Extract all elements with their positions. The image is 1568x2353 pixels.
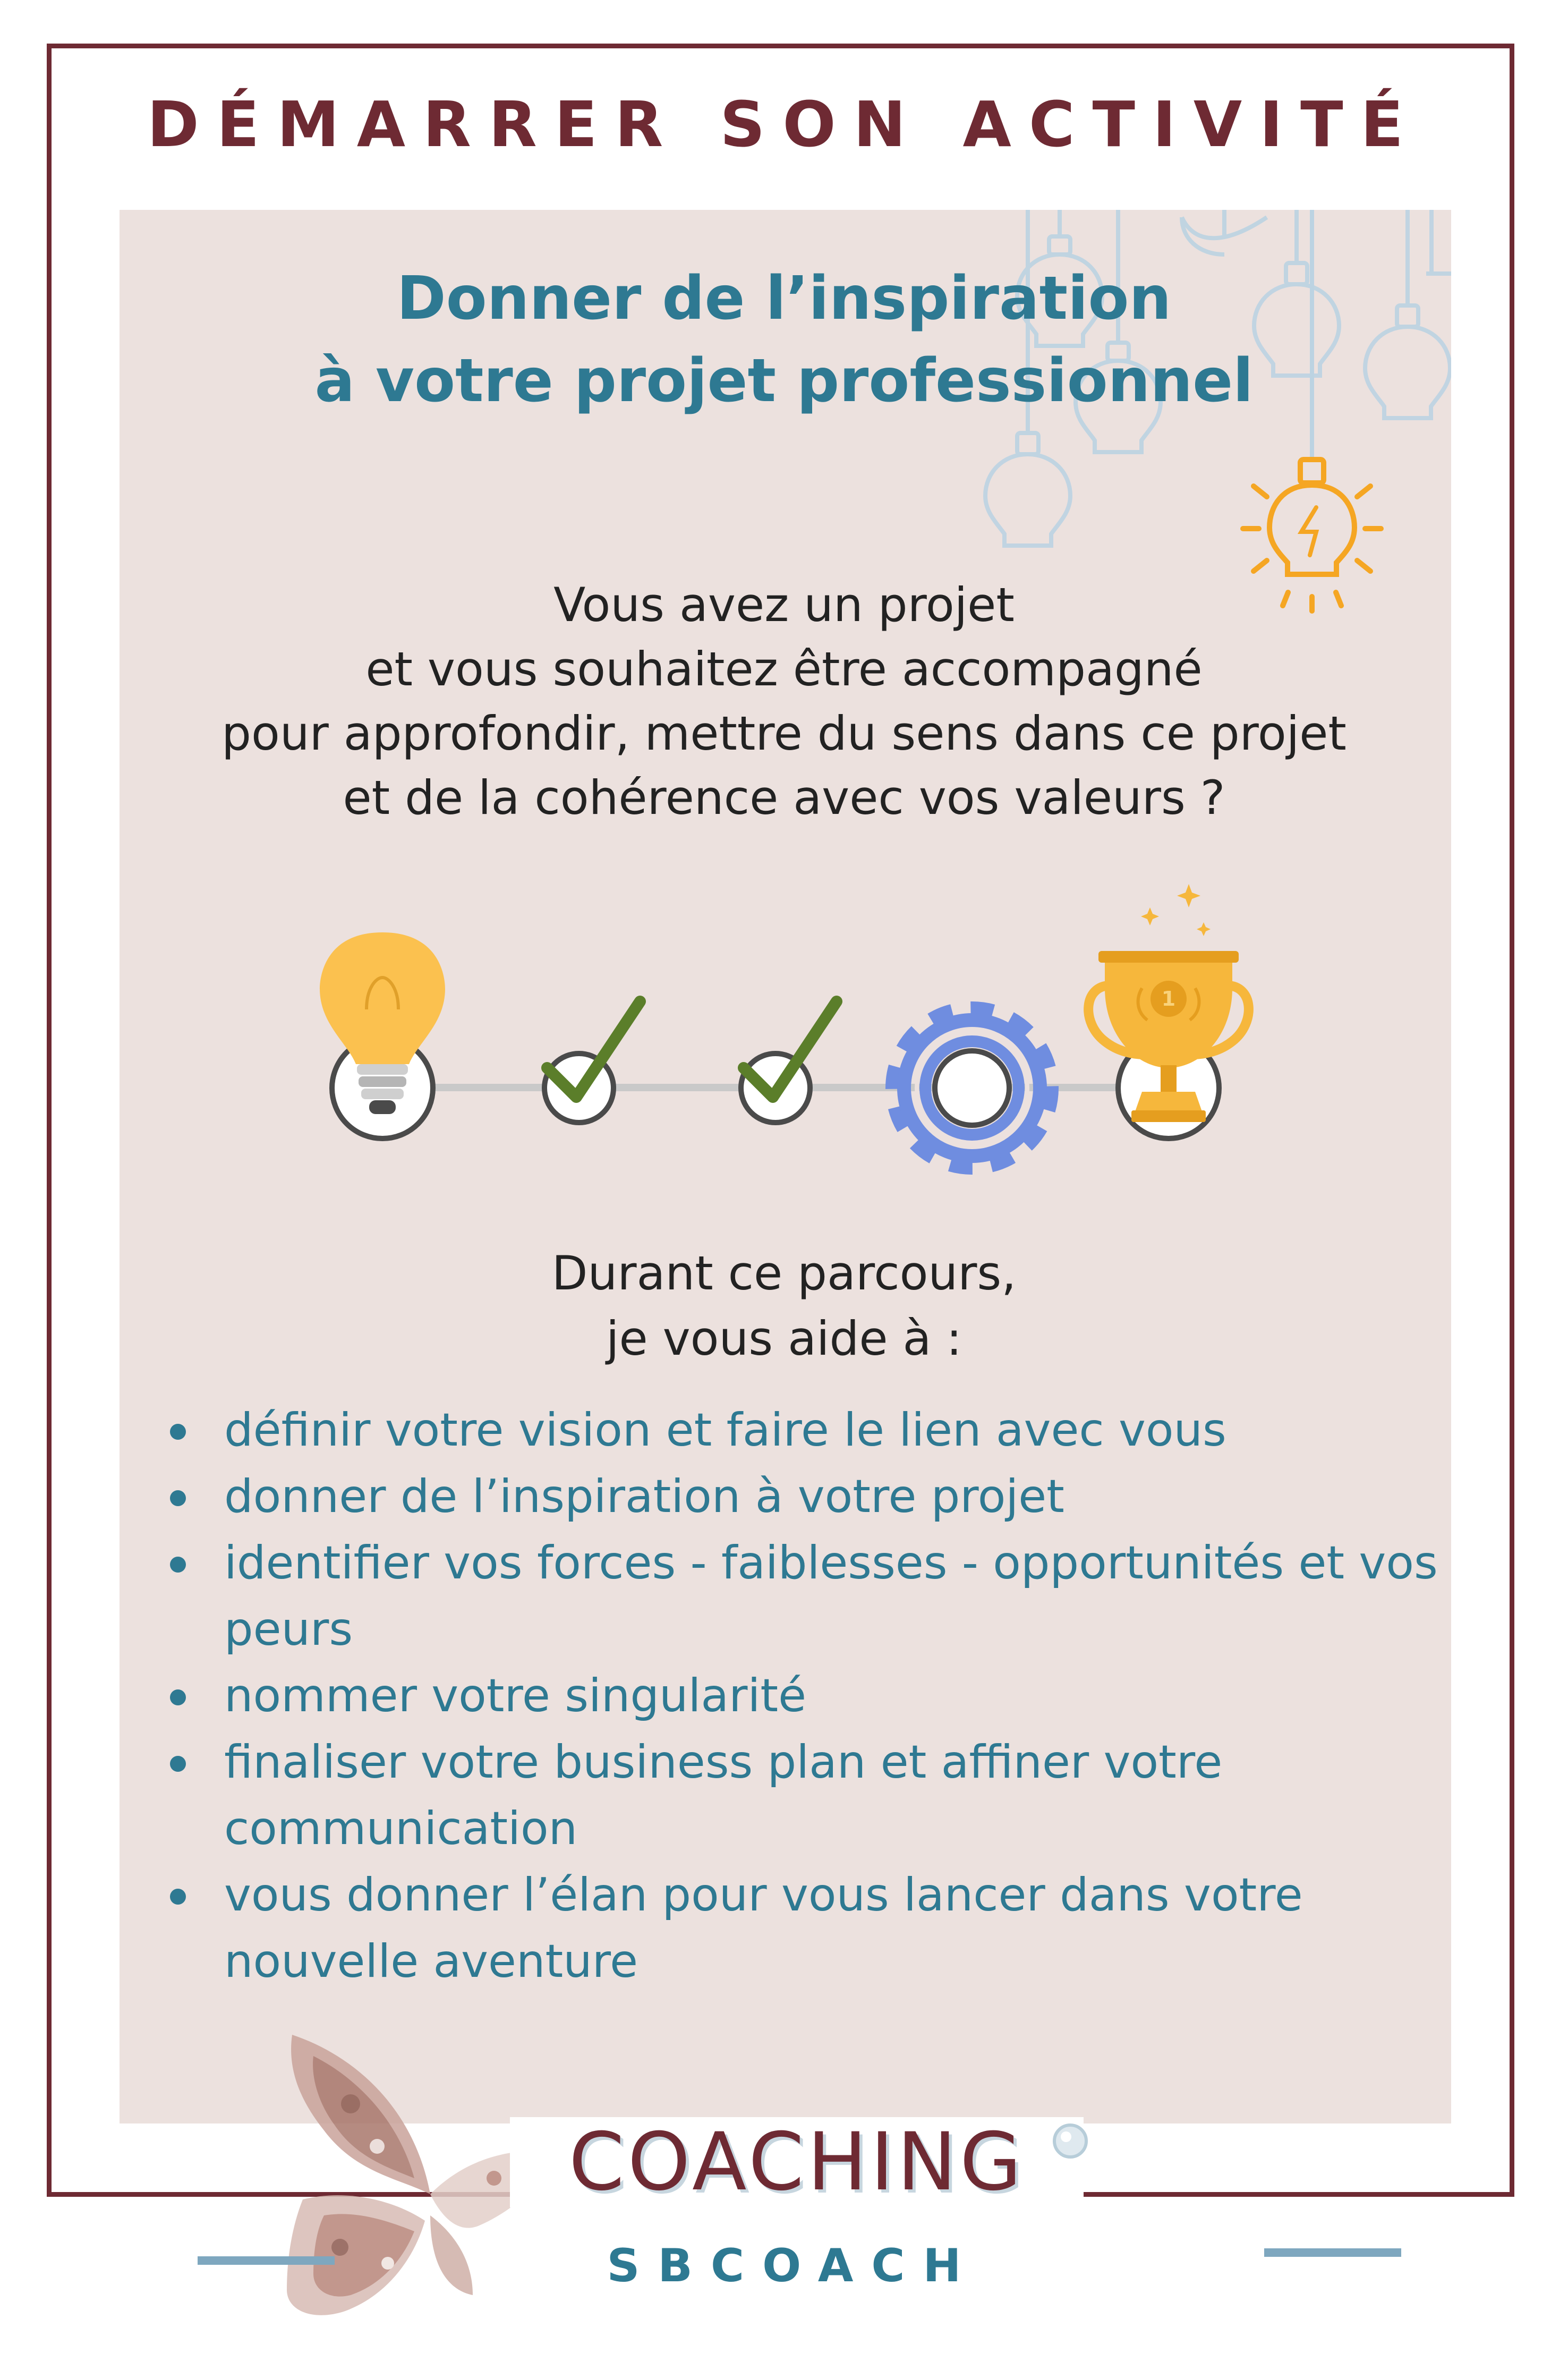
list-item: donner de l’inspiration à votre projet	[170, 1464, 1455, 1530]
steps-timeline	[0, 871, 1568, 1179]
gear-icon	[898, 1014, 1046, 1162]
trophy-rank: 1	[1161, 987, 1176, 1010]
list-item: identifier vos forces - faiblesses - opportunités et vos peurs	[170, 1530, 1455, 1663]
intro-text	[0, 573, 1568, 830]
list-item: nommer votre singularité	[170, 1663, 1455, 1729]
sparkle-dot-icon	[1049, 2120, 1092, 2162]
subtitle	[0, 258, 1568, 422]
intro-line-4: et de la cohérence avec vos valeurs ?	[343, 770, 1225, 825]
brand-name: SBCOACH	[607, 2239, 979, 2292]
check-icon	[741, 1001, 837, 1123]
list-item: définir votre vision et faire le lien avec vous	[170, 1397, 1455, 1464]
journey-line-2: je vous aide à :	[606, 1311, 962, 1366]
trophy-icon	[1088, 884, 1249, 1139]
intro-line-3: pour approfondir, mettre du sens dans ce projet	[221, 706, 1347, 761]
subtitle-line-1: Donner de l’inspiration	[396, 264, 1172, 333]
lightbulb-icon	[320, 932, 445, 1139]
subtitle-line-2: à votre projet professionnel	[314, 346, 1254, 415]
check-icon	[544, 1001, 640, 1123]
list-item: finaliser votre business plan et affiner votre communication	[170, 1729, 1455, 1862]
intro-line-1: Vous avez un projet	[553, 577, 1015, 632]
list-item: vous donner l’élan pour vous lancer dans votre nouvelle aventure	[170, 1862, 1455, 1995]
brand-logo-text: COACHING	[510, 2117, 1084, 2207]
benefits-list	[170, 1397, 1455, 1995]
page-title: DÉMARRER SON ACTIVITÉ	[147, 88, 1421, 161]
journey-line-1: Durant ce parcours,	[551, 1246, 1017, 1301]
intro-line-2: et vous souhaitez être accompagné	[365, 642, 1203, 696]
journey-intro	[0, 1241, 1568, 1371]
